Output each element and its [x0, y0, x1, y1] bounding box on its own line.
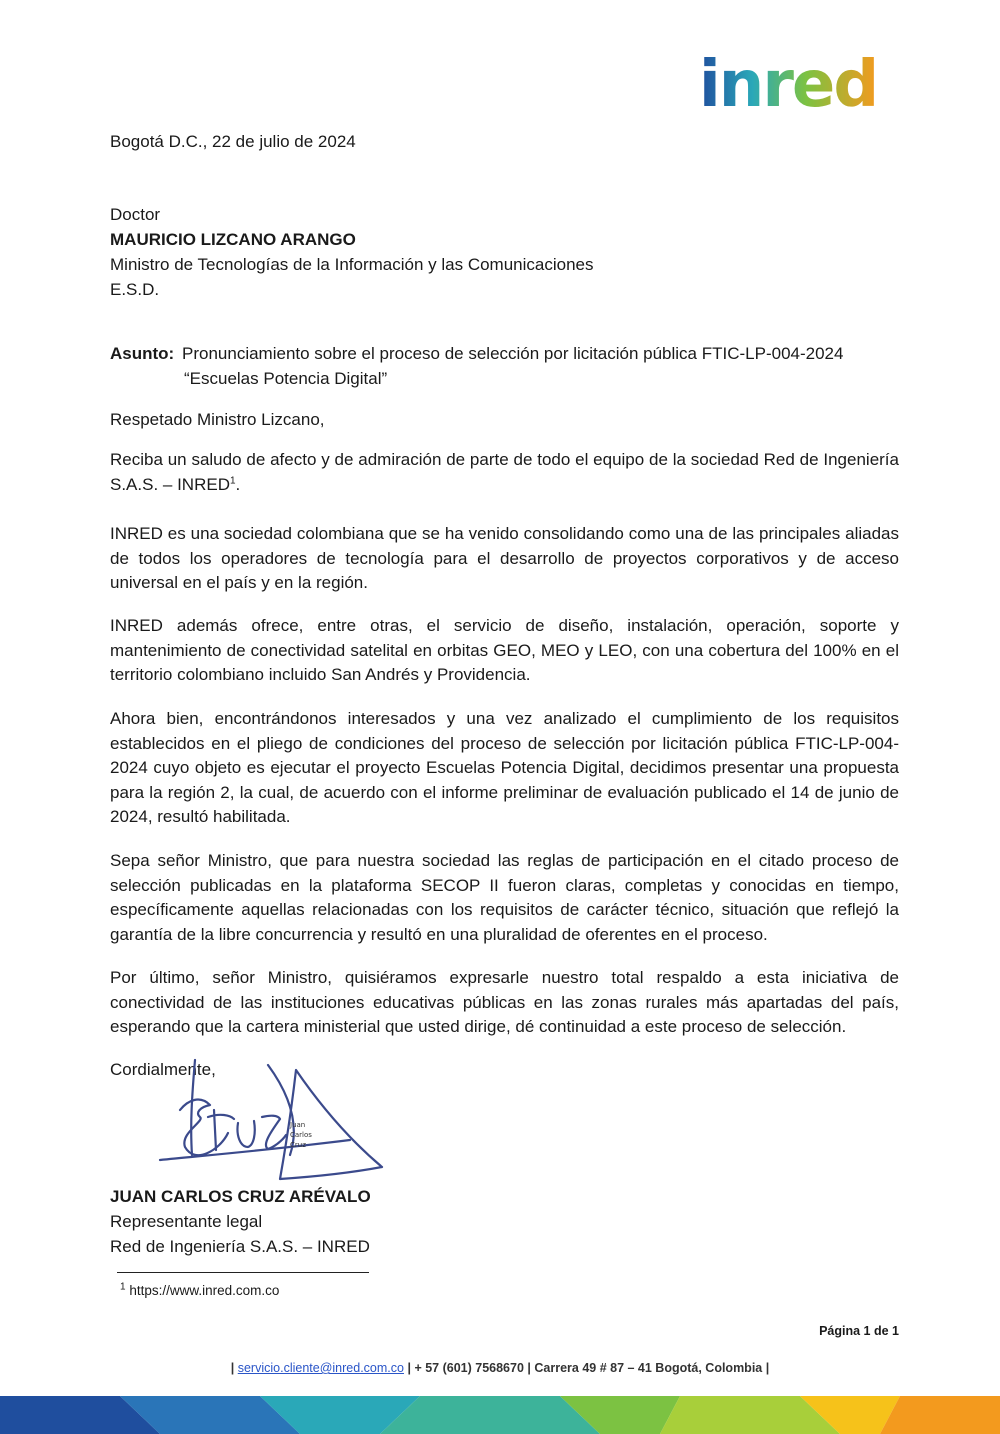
recipient-title: Doctor: [110, 205, 161, 224]
subject-line-1: Pronunciamiento sobre el proceso de selección por licitación pública FTIC-LP-004-2024: [182, 344, 844, 363]
signer-company: Red de Ingeniería S.A.S. – INRED: [110, 1237, 370, 1256]
stamp-line-2: Carlos: [290, 1131, 312, 1139]
recipient-name: MAURICIO LIZCANO ARANGO: [110, 230, 356, 249]
signer-role: Representante legal: [110, 1212, 263, 1231]
signer-block: [110, 1184, 371, 1259]
inred-logo: [688, 40, 888, 120]
footnote-divider: [117, 1272, 369, 1273]
subject-line-2: “Escuelas Potencia Digital”: [184, 369, 388, 388]
greeting: Respetado Ministro Lizcano,: [110, 410, 325, 429]
paragraph-2: INRED es una sociedad colombiana que se ha venido consolidando como una de las principales aliadas de todos los operadores de tecnología para el desarrollo de proyectos corporativos y de acceso universal en el país y en la región.: [110, 524, 899, 592]
footer-address: Carrera 49 # 87 – 41 Bogotá, Colombia: [534, 1361, 763, 1375]
letter-date: Bogotá D.C., 22 de julio de 2024: [110, 132, 356, 151]
inred-logo-graphic: [688, 40, 888, 120]
svg-text:inred: inred: [698, 48, 878, 120]
footnote-number: 1: [120, 1281, 126, 1293]
recipient-position: Ministro de Tecnologías de la Información y las Comunicaciones: [110, 255, 594, 274]
paragraph-6: Por último, señor Ministro, quisiéramos expresarle nuestro total respaldo a esta iniciativa de conectividad de las instituciones educativas públicas en las zonas rurales más apartadas del país, esperando que la cartera ministerial que usted dirige, dé continuidad a este proceso de selección.: [110, 968, 899, 1036]
closing: Cordialmente,: [110, 1060, 216, 1079]
paragraph-1: Reciba un saludo de afecto y de admiración de parte de todo el equipo de la sociedad Red de Ingeniería S.A.S. – INRED$^1$.: [110, 450, 899, 494]
paragraph-4: Ahora bien, encontrándonos interesados y una vez analizado el cumplimiento de los requisitos establecidos en el pliego de condiciones del proceso de selección por licitación pública FTIC-LP-004-2024 cuyo objeto es ejecutar el proyecto Escuelas Potencia Digital, decidimos presentar una propuesta para la región 2, la cual, de acuerdo con el informe preliminar de evaluación publicado el 14 de junio de 2024, resultó habilitada.: [110, 709, 899, 826]
footnote-marker: 1: [229, 474, 236, 486]
subject-label: Asunto:: [110, 344, 175, 363]
recipient-block: [110, 202, 594, 302]
paragraph-5: Sepa señor Ministro, que para nuestra sociedad las reglas de participación en el citado proceso de selección publicadas en la plataforma SECOP II fueron claras, completas y conocidas en tiempo, específicamente aquellas relacionadas con los requisitos de carácter técnico, situación que reflejó la garantía de la libre concurrencia y resultó en una pluralidad de oferentes en el proceso.: [110, 851, 899, 944]
recipient-delivery: E.S.D.: [110, 280, 160, 299]
stamp-line-3: Cruz: [290, 1141, 306, 1149]
stamp-line-1: Juan: [290, 1121, 306, 1129]
handwritten-signature: [150, 1055, 400, 1205]
footnote-url[interactable]: https://www.inred.com.co: [129, 1283, 280, 1298]
decorative-color-band: [0, 1396, 1000, 1434]
footnote: [120, 1283, 279, 1298]
page-number: Página 1 de 1: [819, 1324, 899, 1338]
signer-name: JUAN CARLOS CRUZ ARÉVALO: [110, 1187, 371, 1206]
footer-phone: + 57 (601) 7568670: [414, 1361, 524, 1375]
paragraph-3: INRED además ofrece, entre otras, el servicio de diseño, instalación, operación, soporte y mantenimiento de conectividad satelital en orbitas GEO, MEO y LEO, con una cobertura del 100% en el territorio colombiano incluido San Andrés y Providencia.: [110, 616, 899, 684]
footer-email-link[interactable]: servicio.cliente@inred.com.co: [237, 1361, 404, 1375]
contact-footer: | servicio.cliente@inred.com.co | + 57 (601) 7568670 | Carrera 49 # 87 – 41 Bogotá, Colombia |: [230, 1361, 770, 1375]
subject-block: [110, 341, 900, 391]
